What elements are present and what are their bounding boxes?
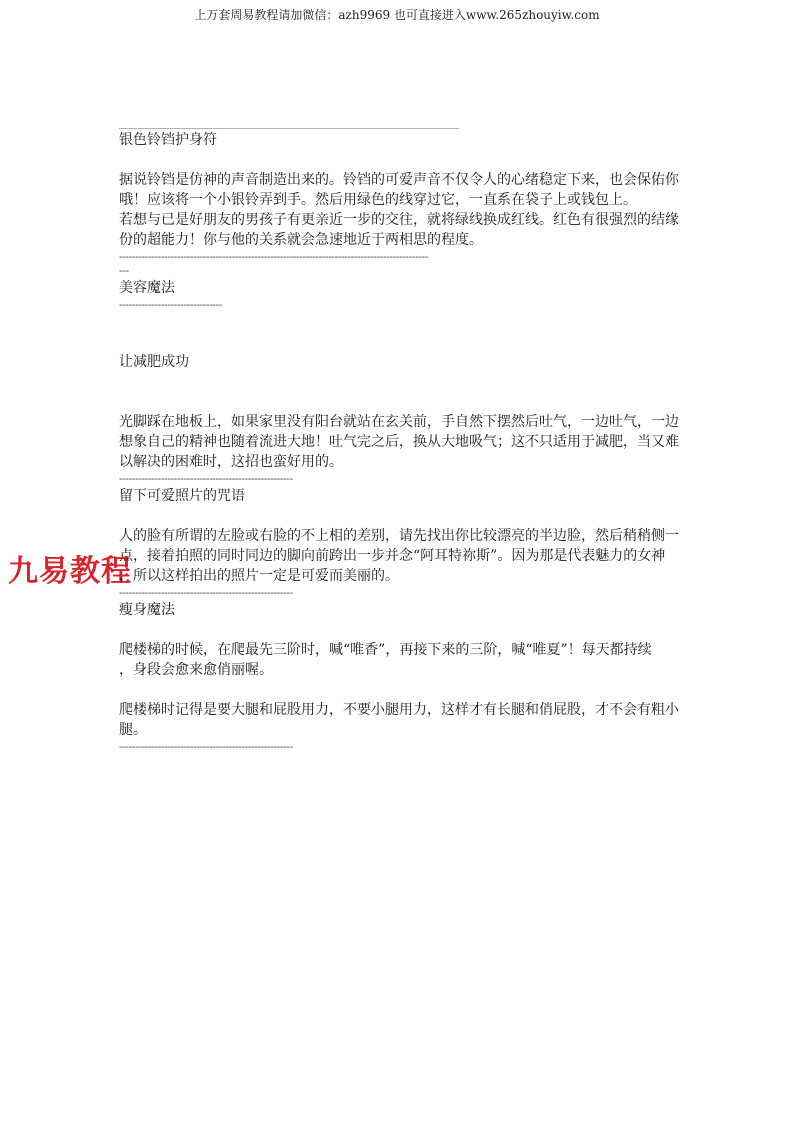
divider: ------------------------------------------------------ <box>119 586 293 599</box>
section-title: 银色铃铛护身符 <box>119 132 217 148</box>
paragraph-line: 份的超能力！你与他的关系就会急速地近于两相思的程度。 <box>119 232 483 248</box>
paragraph-line: 哦！应该将一个小银铃弄到手。然后用绿色的线穿过它，一直系在袋子上或钱包上。 <box>119 192 637 208</box>
divider: --- <box>119 264 129 277</box>
section-title: 让减肥成功 <box>119 354 189 370</box>
paragraph-line: 以解决的困难时，这招也蛮好用的。 <box>119 454 343 470</box>
paragraph-line: 点，接着拍照的同时同边的脚向前跨出一步并念“阿耳特祢斯”。因为那是代表魅力的女神 <box>119 548 666 564</box>
section-title: 瘦身魔法 <box>119 602 175 618</box>
paragraph-line: 爬楼梯时记得是要大腿和屁股用力，不要小腿用力，这样才有长腿和俏屁股，才不会有粗小 <box>119 702 679 718</box>
paragraph-line: 腿。 <box>119 722 147 738</box>
paragraph-line: ，所以这样拍出的照片一定是可爱而美丽的。 <box>119 568 399 584</box>
document-body <box>119 116 679 754</box>
divider: ------------------------------------------------------------------------------------------------ <box>119 250 428 263</box>
watermark-logo: 九易教程 <box>8 554 132 589</box>
section-title: 留下可爱照片的咒语 <box>119 488 245 504</box>
page-header: 上万套周易教程请加微信：azh9969 也可直接进入www.265zhouyiw.com <box>194 8 600 22</box>
paragraph-line: 人的脸有所谓的左脸或右脸的不上相的差别，请先找出你比较漂亮的半边脸，然后稍稍侧一 <box>119 528 679 544</box>
paragraph-line: 据说铃铛是仿神的声音制造出来的。铃铛的可爱声音不仅令人的心绪稳定下来，也会保佑你 <box>119 172 679 188</box>
paragraph-line: ，身段会愈来愈俏丽喔。 <box>119 662 273 678</box>
paragraph-line: 想象自己的精神也随着流进大地！吐气完之后，换从大地吸气；这不只适用于减肥，当又难 <box>119 434 679 450</box>
divider: -------------------------------- <box>119 298 222 311</box>
paragraph-line: 爬楼梯的时候，在爬最先三阶时，喊“唯香”，再接下来的三阶，喊“唯夏”！每天都持续 <box>119 642 652 658</box>
paragraph-line: 若想与已是好朋友的男孩子有更亲近一步的交往，就将绿线换成红线。红色有很强烈的结缘 <box>119 212 679 228</box>
section-title: 美容魔法 <box>119 280 175 296</box>
divider: ------------------------------------------------------ <box>119 740 293 753</box>
paragraph-line: 光脚踩在地板上，如果家里没有阳台就站在玄关前，手自然下摆然后吐气，一边吐气，一边 <box>119 414 679 430</box>
divider: ------------------------------------------------------ <box>119 472 293 485</box>
divider: ____________________________________________________________________ <box>119 116 459 129</box>
